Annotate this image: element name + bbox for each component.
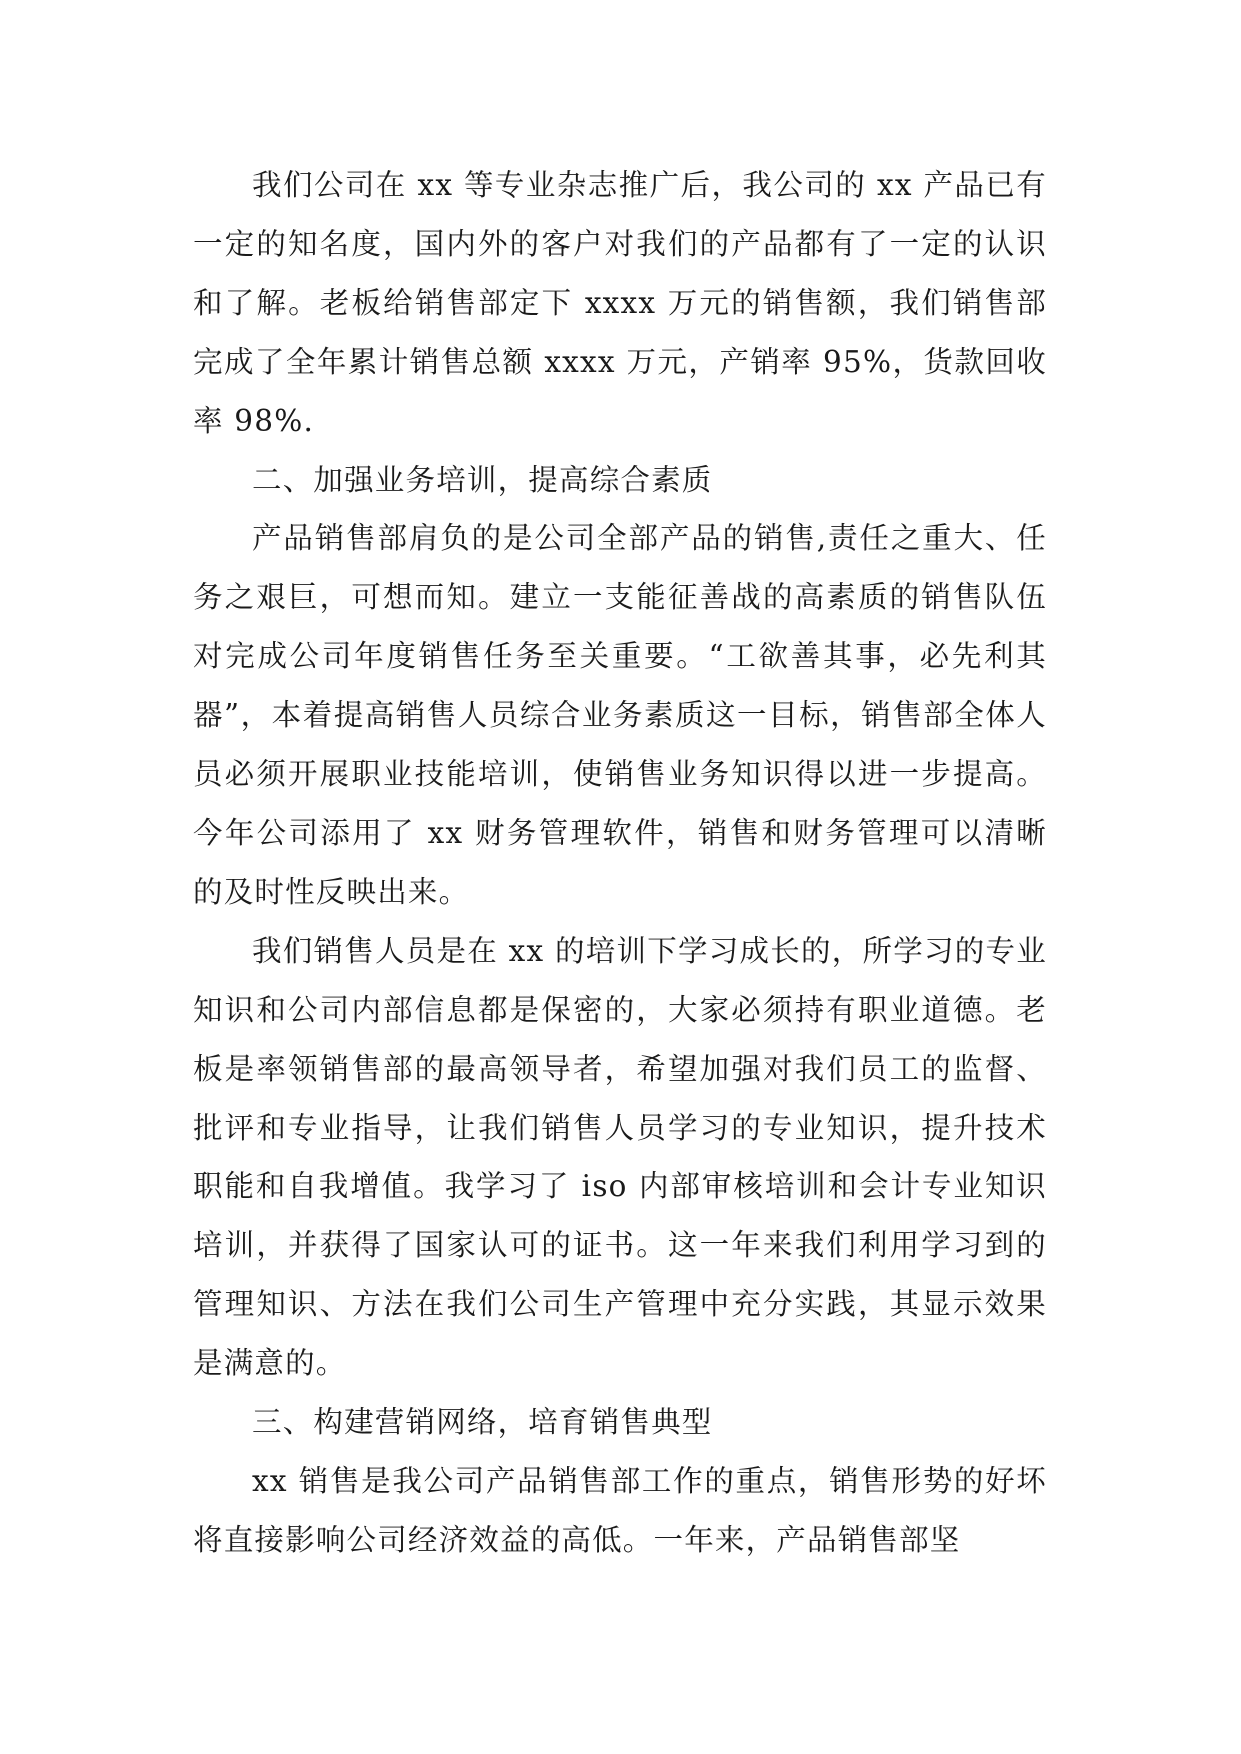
- section-heading-marketing-network: 三、构建营销网络，培育销售典型: [252, 1405, 713, 1440]
- document-body: [193, 156, 1047, 1570]
- section-heading-training: 二、加强业务培训，提高综合素质: [252, 462, 713, 497]
- paragraph-sales-department-duty: 产品销售部肩负的是公司全部产品的销售,责任之重大、任务之艰巨，可想而知。建立一支能征善战的高素质的销售队伍对完成公司年度销售任务至关重要。“工欲善其事，必先利其器”，本着提高销售人员综合业务素质这一目标，销售部全体人员必须开展职业技能培训，使销售业务知识得以进一步提高。今年公司添用了 xx 财务管理软件，销售和财务管理可以清晰的及时性反映出来。: [193, 521, 1047, 909]
- paragraph-sales-focus: xx 销售是我公司产品销售部工作的重点，销售形势的好坏将直接影响公司经济效益的高低。一年来，产品销售部坚: [193, 1463, 1047, 1557]
- paragraph-staff-learning: 我们销售人员是在 xx 的培训下学习成长的，所学习的专业知识和公司内部信息都是保密的，大家必须持有职业道德。老板是率领销售部的最高领导者，希望加强对我们员工的监督、批评和专业指导，让我们销售人员学习的专业知识，提升技术职能和自我增值。我学习了 iso 内部审核培训和会计专业知识培训，并获得了国家认可的证书。这一年来我们利用学习到的管理知识、方法在我们公司生产管理中充分实践，其显示效果是满意的。: [193, 933, 1047, 1381]
- paragraph-sales-results: 我们公司在 xx 等专业杂志推广后，我公司的 xx 产品已有一定的知名度，国内外的客户对我们的产品都有了一定的认识和了解。老板给销售部定下 xxxx 万元的销售额，我们销售部完成了全年累计销售总额 xxxx 万元，产销率 95%，货款回收率 98%.: [193, 168, 1047, 438]
